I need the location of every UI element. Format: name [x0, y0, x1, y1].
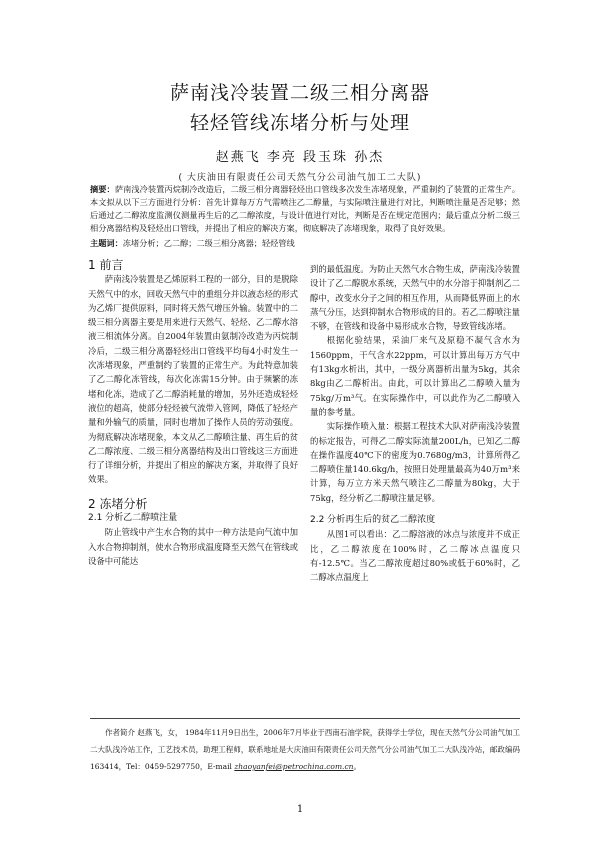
author-email-link[interactable]: zhaoyanfei@petrochina.com.cn [234, 762, 354, 771]
section-2-heading: 2 冻堵分析 [88, 496, 148, 511]
right-paragraph-2: 根据化验结果，采油厂来气及原稳不凝气含水为1560ppm，干气含水22ppm，可以计算出每万方气中有13kg水析出，其中，一级分离器析出量为5kg，其余8kg由乙二醇析出。由此，可以计算出乙二醇喷入量为75kg/万m³气。在实际操作中，可以此作为乙二醇喷入量的参考量。 [310, 335, 520, 417]
keywords-label: 主题词： [90, 238, 123, 248]
page-number: 1 [296, 804, 304, 815]
footnote-end: 。 [353, 762, 361, 771]
right-paragraph-3: 实际操作喷入量：根据工程技术大队对萨南浅冷装置的标定报告，可得乙二醇实际流量200L/h，已知乙二醇在操作温度40℃下的密度为0.7680g/m3，计算所得乙二醇喷住量140.6kg/h，按照日处理量最高为40万m³来计算，每万立方米天然气喷注乙二醇量为80kg，大于75kg，经分析乙二醇喷注量足够。 [310, 421, 520, 503]
section-2-1-heading: 2.1 分析乙二醇喷注量 [88, 513, 178, 524]
right-paragraph-1: 到的最低温度。为防止天然气水合物生成，萨南浅冷装置设计了乙二醇脱水系统，天然气中的水分溶于抑制剂乙二醇中，改变水分子之间的相互作用，从而降低界面上的水蒸气分压，达到抑制水合物形成的目的。若乙二醇喷注量不够，在管线和设备中易形成水合物，导致管线冻堵。 [310, 264, 520, 332]
footnote-text: 作者简介 赵燕飞，女， 1984年11月9日出生，2006年7月毕业于西南石油学院，获得学士学位，现在天然气分公司油气加工二大队浅冷站工作，工艺技术员，助理工程师，联系地址是大庆油田有限责任公司天然气分公司油气加工二大队浅冷站，邮政编码163414，Tel：0459-5297750，E-mail [90, 728, 520, 771]
abstract [90, 183, 520, 235]
keywords [90, 237, 520, 249]
section-2-2-paragraph: 从图1可以看出：乙二醇溶液的冰点与浓度并不成正比，乙二醇浓度在100%时，乙二醇冰点温度只有-12.5℃。当乙二醇浓度超过80%或低于60%时，乙二醇冰点温度上 [310, 529, 520, 583]
section-1-heading: 1 前言 [88, 258, 124, 272]
affiliation: ( 大庆油田有限责任公司天然气分公司油气加工二大队) [178, 173, 422, 183]
right-column [310, 262, 520, 585]
paper-title-line-2: 轻烃管线冻堵分析与处理 [189, 112, 410, 134]
author-footnote [90, 718, 520, 775]
keywords-text: 冻堵分析；乙二醇；二级三相分离器；轻烃管线 [122, 238, 295, 248]
left-column [88, 258, 298, 568]
section-2-2-heading: 2.2 分析再生后的贫乙二醇浓度 [310, 515, 436, 526]
abstract-label: 摘要： [90, 184, 115, 194]
abstract-text: 萨南浅冷装置丙烷制冷改造后，二级三相分离器轻烃出口管线多次发生冻堵现象，严重制约了装置的正常生产。本文拟从以下三方面进行分析：首先计算每万方气需喷注乙二醇量，与实际喷注量进行对比，判断喷注量是否足够；然后通过乙二醇浓度监测仪测量再生后的乙二醇浓度，与设计值进行对比，判断是否在规定范围内；最后重点分析二级三相分离器结构及轻烃出口管线，并提出了相应的解决方案，彻底解决了冻堵现象，取得了良好效果。 [90, 184, 520, 233]
author-list: 赵燕飞 李亮 段玉珠 孙杰 [215, 150, 385, 165]
section-2-1-paragraph: 防止管线中产生水合物的其中一种方法是向气流中加入水合物抑制剂，使水合物形成温度降至天然气在管线或设备中可能达 [88, 527, 298, 566]
paper-title-line-1: 萨南浅冷装置二级三相分离器 [169, 82, 430, 104]
section-1-paragraph: 萨南浅冷装置是乙烯原料工程的一部分，目的是脱除天然气中的水，回收天然气中的重组分并以液态烃的形式为乙烯厂提供原料，同时将天然气增压外输。装置中的二级三相分离器主要是用来进行天然气、轻烃、乙二醇水溶液三相流体分离。自2004年装置由氨制冷改造为丙烷制冷后，二级三相分离器轻烃出口管线平均每4小时发生一次冻堵现象，严重制约了装置的正常生产。为此特意加装了乙二醇化冻管线，每次化冻需15分钟。由于频繁的冻堵和化冻，造成了乙二醇消耗量的增加，另外还造成轻烃液位的超高，使部分轻烃被气流带入管网，降低了轻烃产量和外输气的质量，同时也增加了操作人员的劳动强度。为彻底解决冻堵现象，本文从乙二醇喷注量、再生后的贫乙二醇浓度、二级三相分离器结构及出口管线这三方面进行了详细分析，并提出了相应的解决方案，并取得了良好效果。 [88, 274, 298, 485]
